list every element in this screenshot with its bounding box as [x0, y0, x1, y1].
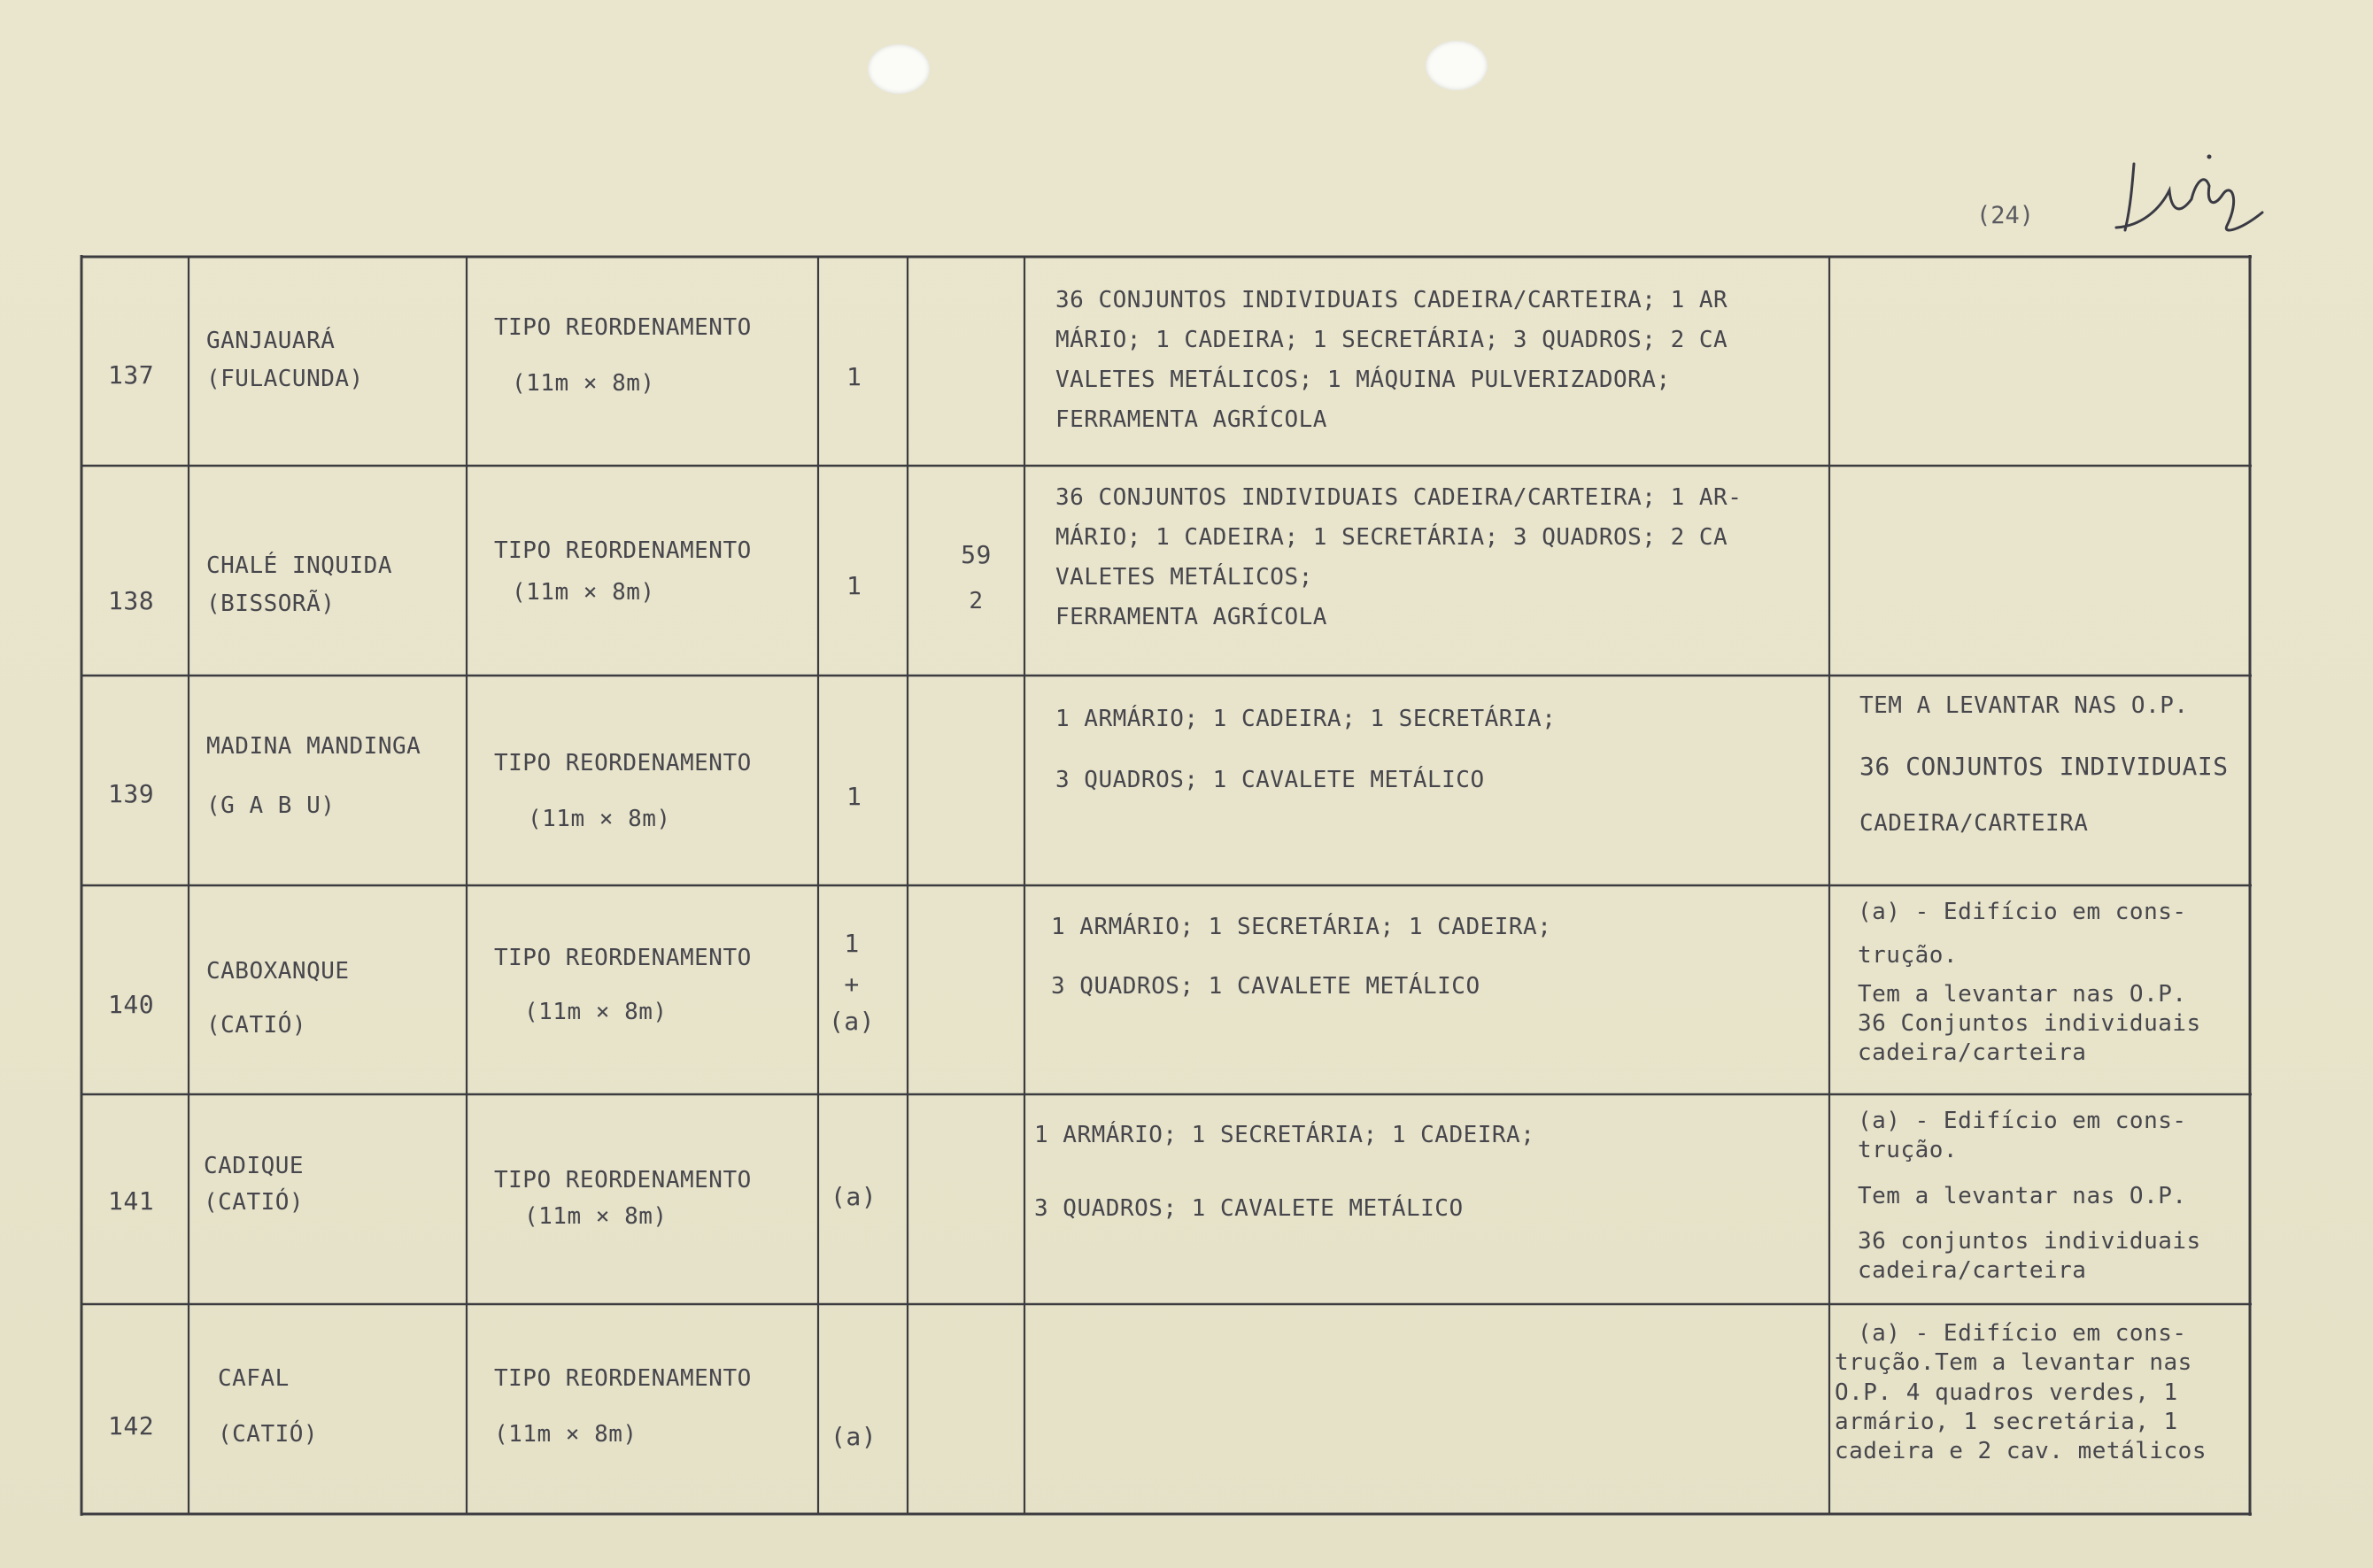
row-number: 139 — [108, 779, 155, 808]
equipment-line: 3 QUADROS; 1 CAVALETE METÁLICO — [1034, 1195, 1464, 1223]
row-number: 140 — [108, 990, 155, 1019]
type-dimensions: (11m × 8m) — [528, 806, 671, 833]
quantity-value: 1 — [846, 571, 862, 600]
quantity-value: (a) — [828, 1006, 876, 1036]
type-cell — [494, 536, 752, 608]
notes-line: trução. — [1858, 1137, 1959, 1164]
location-cell — [206, 326, 364, 395]
equipment-line: 36 CONJUNTOS INDIVIDUAIS CADEIRA/CARTEIRA; 1 AR — [1055, 287, 1728, 313]
notes-line: 36 Conjuntos individuais — [1858, 1009, 2201, 1037]
equipment-cell — [1051, 912, 1551, 1002]
notes-line: armário, 1 secretária, 1 — [1835, 1408, 2178, 1435]
location-region: (CATIÓ) — [218, 1421, 319, 1448]
type-cell — [494, 1165, 752, 1232]
notes-line: trução. — [1858, 942, 1959, 969]
notes-cell — [1859, 691, 2229, 839]
location-region: (G A B U) — [206, 792, 336, 820]
type-label: TIPO REORDENAMENTO — [494, 1365, 752, 1392]
quantity-cell — [846, 780, 862, 814]
equipment-line: MÁRIO; 1 CADEIRA; 1 SECRETÁRIA; 3 QUADROS; 2 CA — [1055, 327, 1728, 354]
type-label: TIPO REORDENAMENTO — [494, 314, 752, 341]
notes-cell — [1858, 898, 2201, 1068]
extra-value: 2 — [969, 587, 984, 614]
type-label: TIPO REORDENAMENTO — [494, 537, 752, 564]
equipment-line: 3 QUADROS; 1 CAVALETE METÁLICO — [1051, 973, 1480, 1000]
location-name: CADIQUE — [204, 1153, 305, 1179]
type-label: TIPO REORDENAMENTO — [494, 750, 752, 776]
quantity-cell — [846, 569, 862, 603]
page-number: (24) — [1976, 202, 2035, 229]
type-dimensions: (11m × 8m) — [512, 579, 655, 606]
type-dimensions: (11m × 8m) — [494, 1421, 638, 1448]
location-name: MADINA MANDINGA — [206, 733, 421, 760]
quantity-value: (a) — [831, 1182, 877, 1211]
location-cell — [206, 551, 392, 620]
quantity-value: 1 — [846, 362, 862, 391]
equipment-line: VALETES METÁLICOS; — [1055, 564, 1313, 591]
quantity-cell — [825, 927, 878, 1038]
equipment-line: VALETES METÁLICOS; 1 MÁQUINA PULVERIZADORA; — [1055, 367, 1671, 394]
quantity-value: + — [844, 969, 860, 999]
location-cell — [206, 731, 421, 822]
equipment-cell — [1055, 285, 1728, 436]
type-label: TIPO REORDENAMENTO — [494, 1167, 752, 1193]
type-cell — [494, 943, 752, 1028]
row-number: 138 — [108, 586, 155, 615]
notes-line: cadeira/carteira — [1858, 1039, 2087, 1067]
type-label: TIPO REORDENAMENTO — [494, 945, 752, 971]
notes-line: CADEIRA/CARTEIRA — [1859, 809, 2089, 837]
location-region: (CATIÓ) — [204, 1189, 305, 1217]
notes-line: Tem a levantar nas O.P. — [1858, 980, 2187, 1008]
notes-line: TEM A LEVANTAR NAS O.P. — [1859, 692, 2189, 719]
equipment-cell — [1055, 483, 1742, 633]
notes-line: 36 conjuntos individuais — [1858, 1227, 2201, 1255]
equipment-cell — [1034, 1120, 1534, 1224]
quantity-cell — [831, 1180, 877, 1214]
location-cell — [204, 1151, 304, 1218]
notes-line: trução.Tem a levantar nas — [1835, 1349, 2192, 1377]
equipment-line: 1 ARMÁRIO; 1 SECRETÁRIA; 1 CADEIRA; — [1051, 914, 1552, 940]
type-cell — [494, 748, 752, 835]
quantity-cell — [831, 1420, 877, 1454]
location-region: (BISSORÃ) — [206, 591, 336, 618]
notes-cell — [1835, 1319, 2207, 1466]
type-cell — [494, 313, 752, 399]
equipment-line: MÁRIO; 1 CADEIRA; 1 SECRETÁRIA; 3 QUADROS; 2 CA — [1055, 524, 1728, 552]
row-number: 141 — [108, 1186, 155, 1216]
location-name: CHALÉ INQUIDA — [206, 552, 392, 579]
notes-cell — [1858, 1107, 2201, 1286]
quantity-value: 1 — [846, 782, 862, 811]
quantity-value: 1 — [844, 929, 860, 958]
location-region: (FULACUNDA) — [206, 366, 364, 393]
notes-line: Tem a levantar nas O.P. — [1858, 1182, 2187, 1209]
equipment-line: 3 QUADROS; 1 CAVALETE METÁLICO — [1055, 767, 1485, 794]
type-cell — [494, 1363, 752, 1450]
extra-cell — [939, 538, 1014, 617]
extra-value: 59 — [961, 540, 992, 569]
equipment-line: FERRAMENTA AGRÍCOLA — [1055, 604, 1327, 631]
location-name: CABOXANQUE — [206, 958, 350, 985]
notes-line: cadeira/carteira — [1858, 1257, 2087, 1285]
location-name: CAFAL — [218, 1365, 290, 1392]
equipment-cell — [1055, 704, 1556, 796]
row-number: 142 — [108, 1411, 155, 1441]
location-region: (CATIÓ) — [206, 1012, 307, 1039]
type-dimensions: (11m × 8m) — [524, 999, 668, 1026]
equipment-line: FERRAMENTA AGRÍCOLA — [1055, 406, 1327, 434]
notes-line: cadeira e 2 cav. metálicos — [1835, 1438, 2207, 1465]
notes-line: (a) - Edifício em cons- — [1858, 899, 2187, 925]
notes-line: (a) - Edifício em cons- — [1858, 1320, 2187, 1347]
location-cell — [206, 956, 350, 1041]
equipment-line: 36 CONJUNTOS INDIVIDUAIS CADEIRA/CARTEIRA; 1 AR- — [1055, 484, 1743, 511]
location-cell — [218, 1363, 318, 1450]
type-dimensions: (11m × 8m) — [524, 1203, 668, 1231]
notes-line: 36 CONJUNTOS INDIVIDUAIS — [1859, 752, 2229, 782]
equipment-line: 1 ARMÁRIO; 1 CADEIRA; 1 SECRETÁRIA; — [1055, 706, 1557, 732]
notes-line: O.P. 4 quadros verdes, 1 — [1835, 1379, 2178, 1406]
quantity-value: (a) — [831, 1422, 877, 1451]
type-dimensions: (11m × 8m) — [512, 370, 655, 398]
row-number: 137 — [108, 360, 155, 390]
quantity-cell — [846, 360, 862, 394]
location-name: GANJAUARÁ — [206, 328, 336, 354]
notes-line: (a) - Edifício em cons- — [1858, 1108, 2187, 1134]
equipment-line: 1 ARMÁRIO; 1 SECRETÁRIA; 1 CADEIRA; — [1034, 1122, 1535, 1148]
